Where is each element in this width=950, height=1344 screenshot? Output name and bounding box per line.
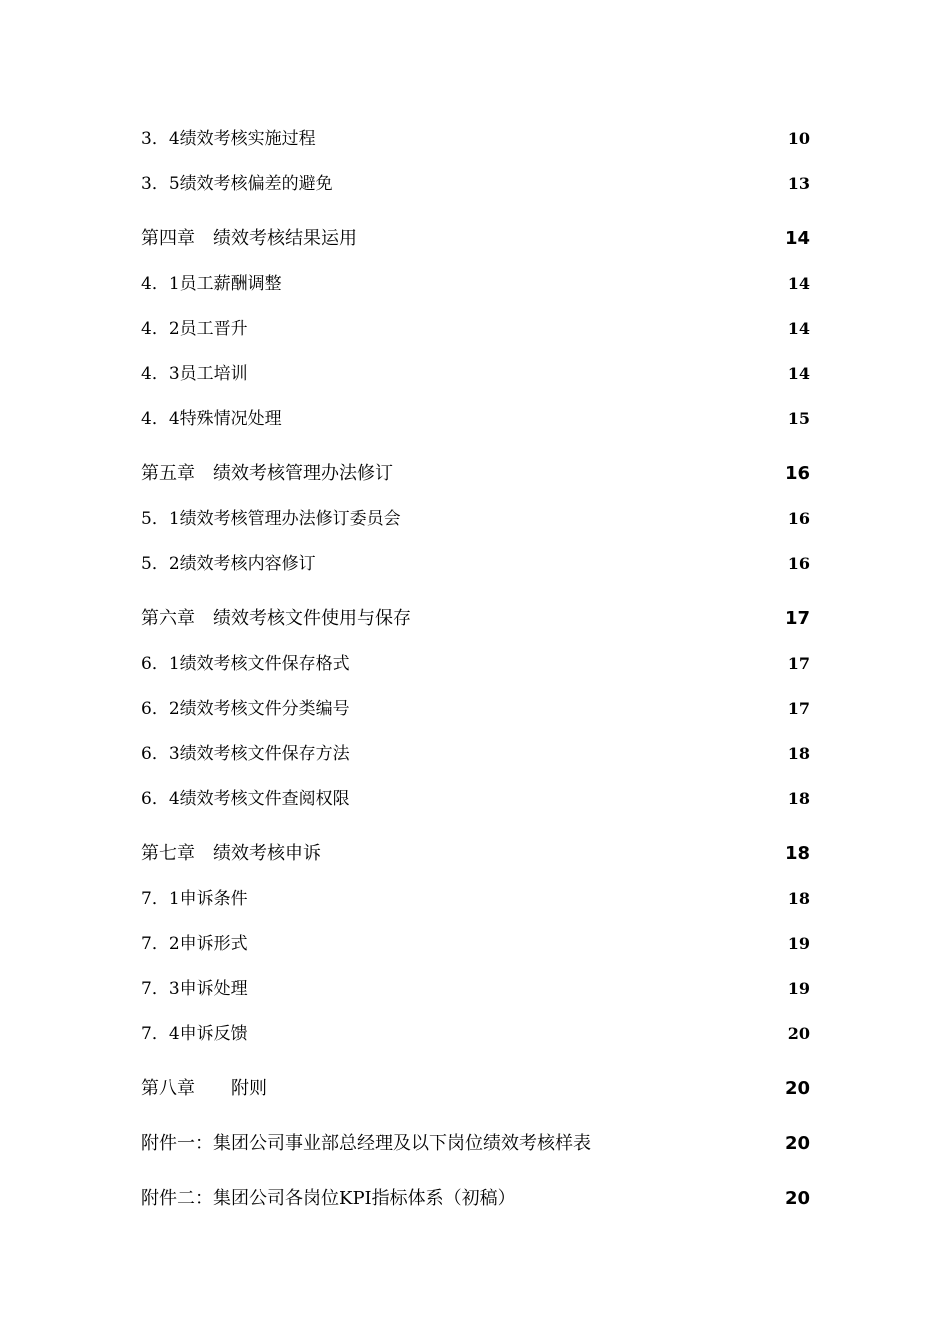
toc-entry-label: 7．3申诉处理 [141,979,248,999]
toc-entry-label: 附件一：集团公司事业部总经理及以下岗位绩效考核样表 [141,1133,591,1154]
toc-entry-label: 第八章 附则 [141,1078,267,1099]
toc-entry-label: 4．2员工晋升 [141,319,248,339]
toc-entry-6-3[interactable] [141,739,810,769]
toc-entry-page-number: 17 [784,608,810,629]
toc-entry-5-1[interactable] [141,504,810,534]
toc-entry-label: 7．1申诉条件 [141,889,248,909]
toc-entry-page-number: 20 [784,1078,810,1099]
toc-entry-page-number: 13 [787,174,810,193]
toc-entry-chapter-8[interactable] [141,1074,810,1104]
toc-entry-label: 6．1绩效考核文件保存格式 [141,654,350,674]
toc-entry-chapter-7[interactable] [141,839,810,869]
toc-entry-page-number: 14 [787,319,810,338]
toc-entry-7-4[interactable] [141,1019,810,1049]
toc-entry-label: 第五章 绩效考核管理办法修订 [141,463,393,484]
toc-entry-page-number: 19 [787,934,810,953]
toc-entry-6-1[interactable] [141,649,810,679]
toc-entry-label: 附件二：集团公司各岗位KPI指标体系（初稿） [141,1188,516,1209]
toc-entry-page-number: 18 [787,789,810,808]
toc-entry-label: 7．4申诉反馈 [141,1024,248,1044]
toc-entry-7-3[interactable] [141,974,810,1004]
toc-entry-page-number: 16 [787,554,810,573]
toc-entry-label: 7．2申诉形式 [141,934,248,954]
toc-entry-7-1[interactable] [141,884,810,914]
toc-entry-4-4[interactable] [141,404,810,434]
toc-entry-page-number: 20 [784,1188,810,1209]
toc-entry-page-number: 10 [787,129,810,148]
toc-entry-6-4[interactable] [141,784,810,814]
toc-entry-label: 第六章 绩效考核文件使用与保存 [141,608,411,629]
toc-entry-label: 3．5绩效考核偏差的避免 [141,174,333,194]
toc-entry-4-2[interactable] [141,314,810,344]
toc-entry-label: 6．4绩效考核文件查阅权限 [141,789,350,809]
toc-entry-label: 第四章 绩效考核结果运用 [141,228,357,249]
toc-entry-7-2[interactable] [141,929,810,959]
toc-entry-page-number: 17 [787,654,810,673]
toc-entry-chapter-5[interactable] [141,459,810,489]
toc-entry-3-5[interactable] [141,169,810,199]
toc-entry-3-4[interactable] [141,124,810,154]
toc-entry-appendix-2[interactable] [141,1184,810,1214]
toc-entry-label: 5．1绩效考核管理办法修订委员会 [141,509,401,529]
toc-entry-page-number: 18 [787,744,810,763]
toc-entry-appendix-1[interactable] [141,1129,810,1159]
toc-entry-chapter-6[interactable] [141,604,810,634]
toc-entry-page-number: 18 [784,843,810,864]
toc-entry-label: 6．2绩效考核文件分类编号 [141,699,350,719]
toc-entry-page-number: 15 [787,409,810,428]
toc-entry-page-number: 14 [787,364,810,383]
toc-entry-label: 6．3绩效考核文件保存方法 [141,744,350,764]
toc-entry-label: 5．2绩效考核内容修订 [141,554,316,574]
toc-entry-label: 第七章 绩效考核申诉 [141,843,321,864]
toc-entry-4-1[interactable] [141,269,810,299]
toc-entry-6-2[interactable] [141,694,810,724]
toc-entry-label: 4．1员工薪酬调整 [141,274,282,294]
toc-entry-page-number: 20 [784,1133,810,1154]
toc-entry-label: 4．3员工培训 [141,364,248,384]
toc-entry-page-number: 16 [787,509,810,528]
toc-entry-page-number: 19 [787,979,810,998]
toc-entry-page-number: 18 [787,889,810,908]
toc-entry-label: 3．4绩效考核实施过程 [141,129,316,149]
toc-entry-4-3[interactable] [141,359,810,389]
toc-entry-page-number: 20 [787,1024,810,1043]
toc-entry-page-number: 16 [784,463,810,484]
toc-entry-label: 4．4特殊情况处理 [141,409,282,429]
toc-entry-page-number: 14 [784,228,810,249]
toc-entry-page-number: 14 [787,274,810,293]
toc-entry-5-2[interactable] [141,549,810,579]
toc-entry-page-number: 17 [787,699,810,718]
toc-entry-chapter-4[interactable] [141,224,810,254]
